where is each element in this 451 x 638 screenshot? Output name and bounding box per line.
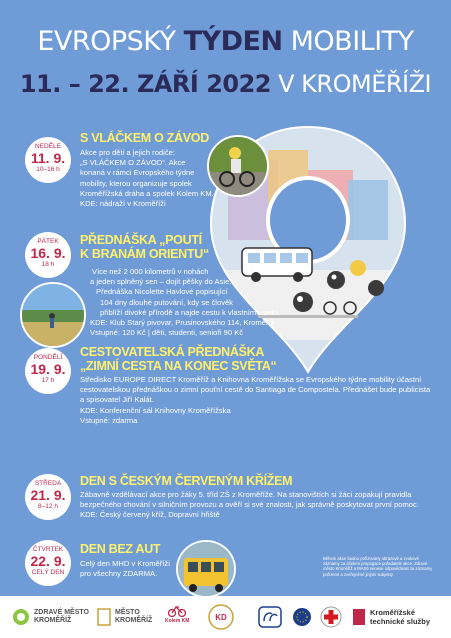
zdrave-mesto-logo: ZDRAVÉ MĚSTO KROMĚŘÍŽ [12, 603, 89, 631]
weekday: ČTVRTEK [32, 546, 64, 553]
date: 16. 9. [30, 245, 66, 261]
time: 8–12 h [38, 503, 58, 510]
kolem-km-logo: Kolem KM [165, 603, 189, 631]
europe-direct-logo [292, 606, 312, 628]
mesto-kromeriz-icon [97, 608, 111, 626]
event-1-body: Akce pro děti a jejich rodiče: „S VLÁČKEM O ZÁVOD“. Akce konaná v rámci Evropského týdne mobility, kterou organizuje spolek Kroměřížská dráha a spolek Kolem KM. KDE: nádraží v Kroměříži [80, 148, 214, 209]
weekday: PONDĚLÍ [33, 354, 63, 361]
weekday: NEDĚLE [34, 143, 61, 150]
event-4-body: Zábavně vzdělávací akce pro žáky 5. tříd ZŠ z Kroměříže. Na stanovištích si žáci zopakují pravidla bezpečného chování v silničním provozu a ověří si své znalosti, jak správně poskytovat první pomoc. KDE: Český červený kříž, Dopravní hřiště [80, 490, 419, 520]
photo-bus [176, 540, 236, 598]
date-badge-4 [25, 474, 71, 520]
date-badge-3 [25, 348, 71, 394]
date: 11. 9. [30, 150, 66, 166]
kromerizska-draha-logo [208, 604, 234, 630]
technicke-sluzby-logo: Kroměřížské technické služby [352, 603, 430, 631]
date-badge-5 [25, 540, 71, 586]
time: CELÝ DEN [31, 569, 65, 576]
dates-city: V KROMĚŘÍŽI [271, 70, 432, 98]
photo-landscape-traveler [20, 282, 86, 348]
date: 19. 9. [30, 361, 66, 377]
poster-dates [0, 70, 451, 98]
event-1-title: S VLÁČKEM O ZÁVOD [80, 131, 209, 145]
zdrave-mesto-icon [12, 608, 30, 626]
svg-text:KD: KD [215, 613, 227, 622]
event-5-title: DEN BEZ AUT [80, 542, 161, 556]
footnote: Během akce budou pořizovány obrazové a zvukové záznamy za účelem propagace pořadatele akce. Zdravé město Kroměříž a MAS9 nenese odpovědnost za záznamy pořízené a zveřejněné jinými subjekty. [323, 556, 433, 577]
time: 18 h [41, 261, 55, 268]
cd-logo [258, 606, 282, 628]
date-badge-2 [25, 232, 71, 278]
event-4-title: DEN S ČESKÝM ČERVENÝM KŘÍŽEM [80, 474, 293, 488]
event-3-title: CESTOVATELSKÁ PŘEDNÁŠKA „ZIMNÍ CESTA NA KONEC SVĚTA“ [80, 345, 277, 373]
event-5-body: Celý den MHD v Kroměříži pro všechny ZDARMA. [80, 559, 170, 579]
bicycle-icon [168, 603, 186, 617]
mesto-kromeriz-logo: MĚSTO KROMĚŘÍŽ [97, 603, 152, 631]
photo-child-bike [207, 135, 269, 197]
dates-range: 11. – 22. ZÁŘÍ 2022 [19, 70, 271, 98]
poster-title [0, 26, 451, 57]
date: 22. 9. [30, 553, 66, 569]
title-bold: TÝDEN [183, 26, 283, 57]
title-post: MOBILITY [282, 26, 414, 57]
event-2-body: Více než 2 000 kilometrů v nohách a jeden splněný sen – dojít pěšky do Asie. Přednáška Nicolette Havlové popisující 104 dny dlouhé putování, kdy se člověk přiblíží divoké přírodě a najde cestu k vlastnímu srdci. KDE: Klub Starý pivovar, Prusinovského 114, Kroměříž Vstupné: 120 Kč | děti, studenti, senioři 90 Kč [90, 267, 281, 338]
weekday: PÁTEK [37, 238, 59, 245]
event-3-body: Středisko EUROPE DIRECT Kroměříž a Knihovna Kroměřížska se Evropského týdne mobility účastní cestovatelskou přednáškou o zimní pouťní cestě do Santiaga de Compostela. Přednášet bude publicista a spisovatel Jiří Kalát. KDE: Konferenční sál Knihovny Kroměřížska Vstupné: zdarma [80, 375, 431, 425]
date-badge-1 [25, 137, 71, 183]
technicke-sluzby-icon [352, 608, 366, 626]
title-pre: EVROPSKÝ [37, 26, 184, 57]
event-2-title: PŘEDNÁŠKA „POUTÍ K BRANÁM ORIENTU“ [80, 233, 209, 261]
weekday: STŘEDA [34, 480, 62, 487]
time: 17 h [41, 377, 55, 384]
date: 21. 9. [30, 487, 66, 503]
cerveny-kriz-logo [320, 606, 342, 628]
time: 10–16 h [36, 166, 60, 173]
